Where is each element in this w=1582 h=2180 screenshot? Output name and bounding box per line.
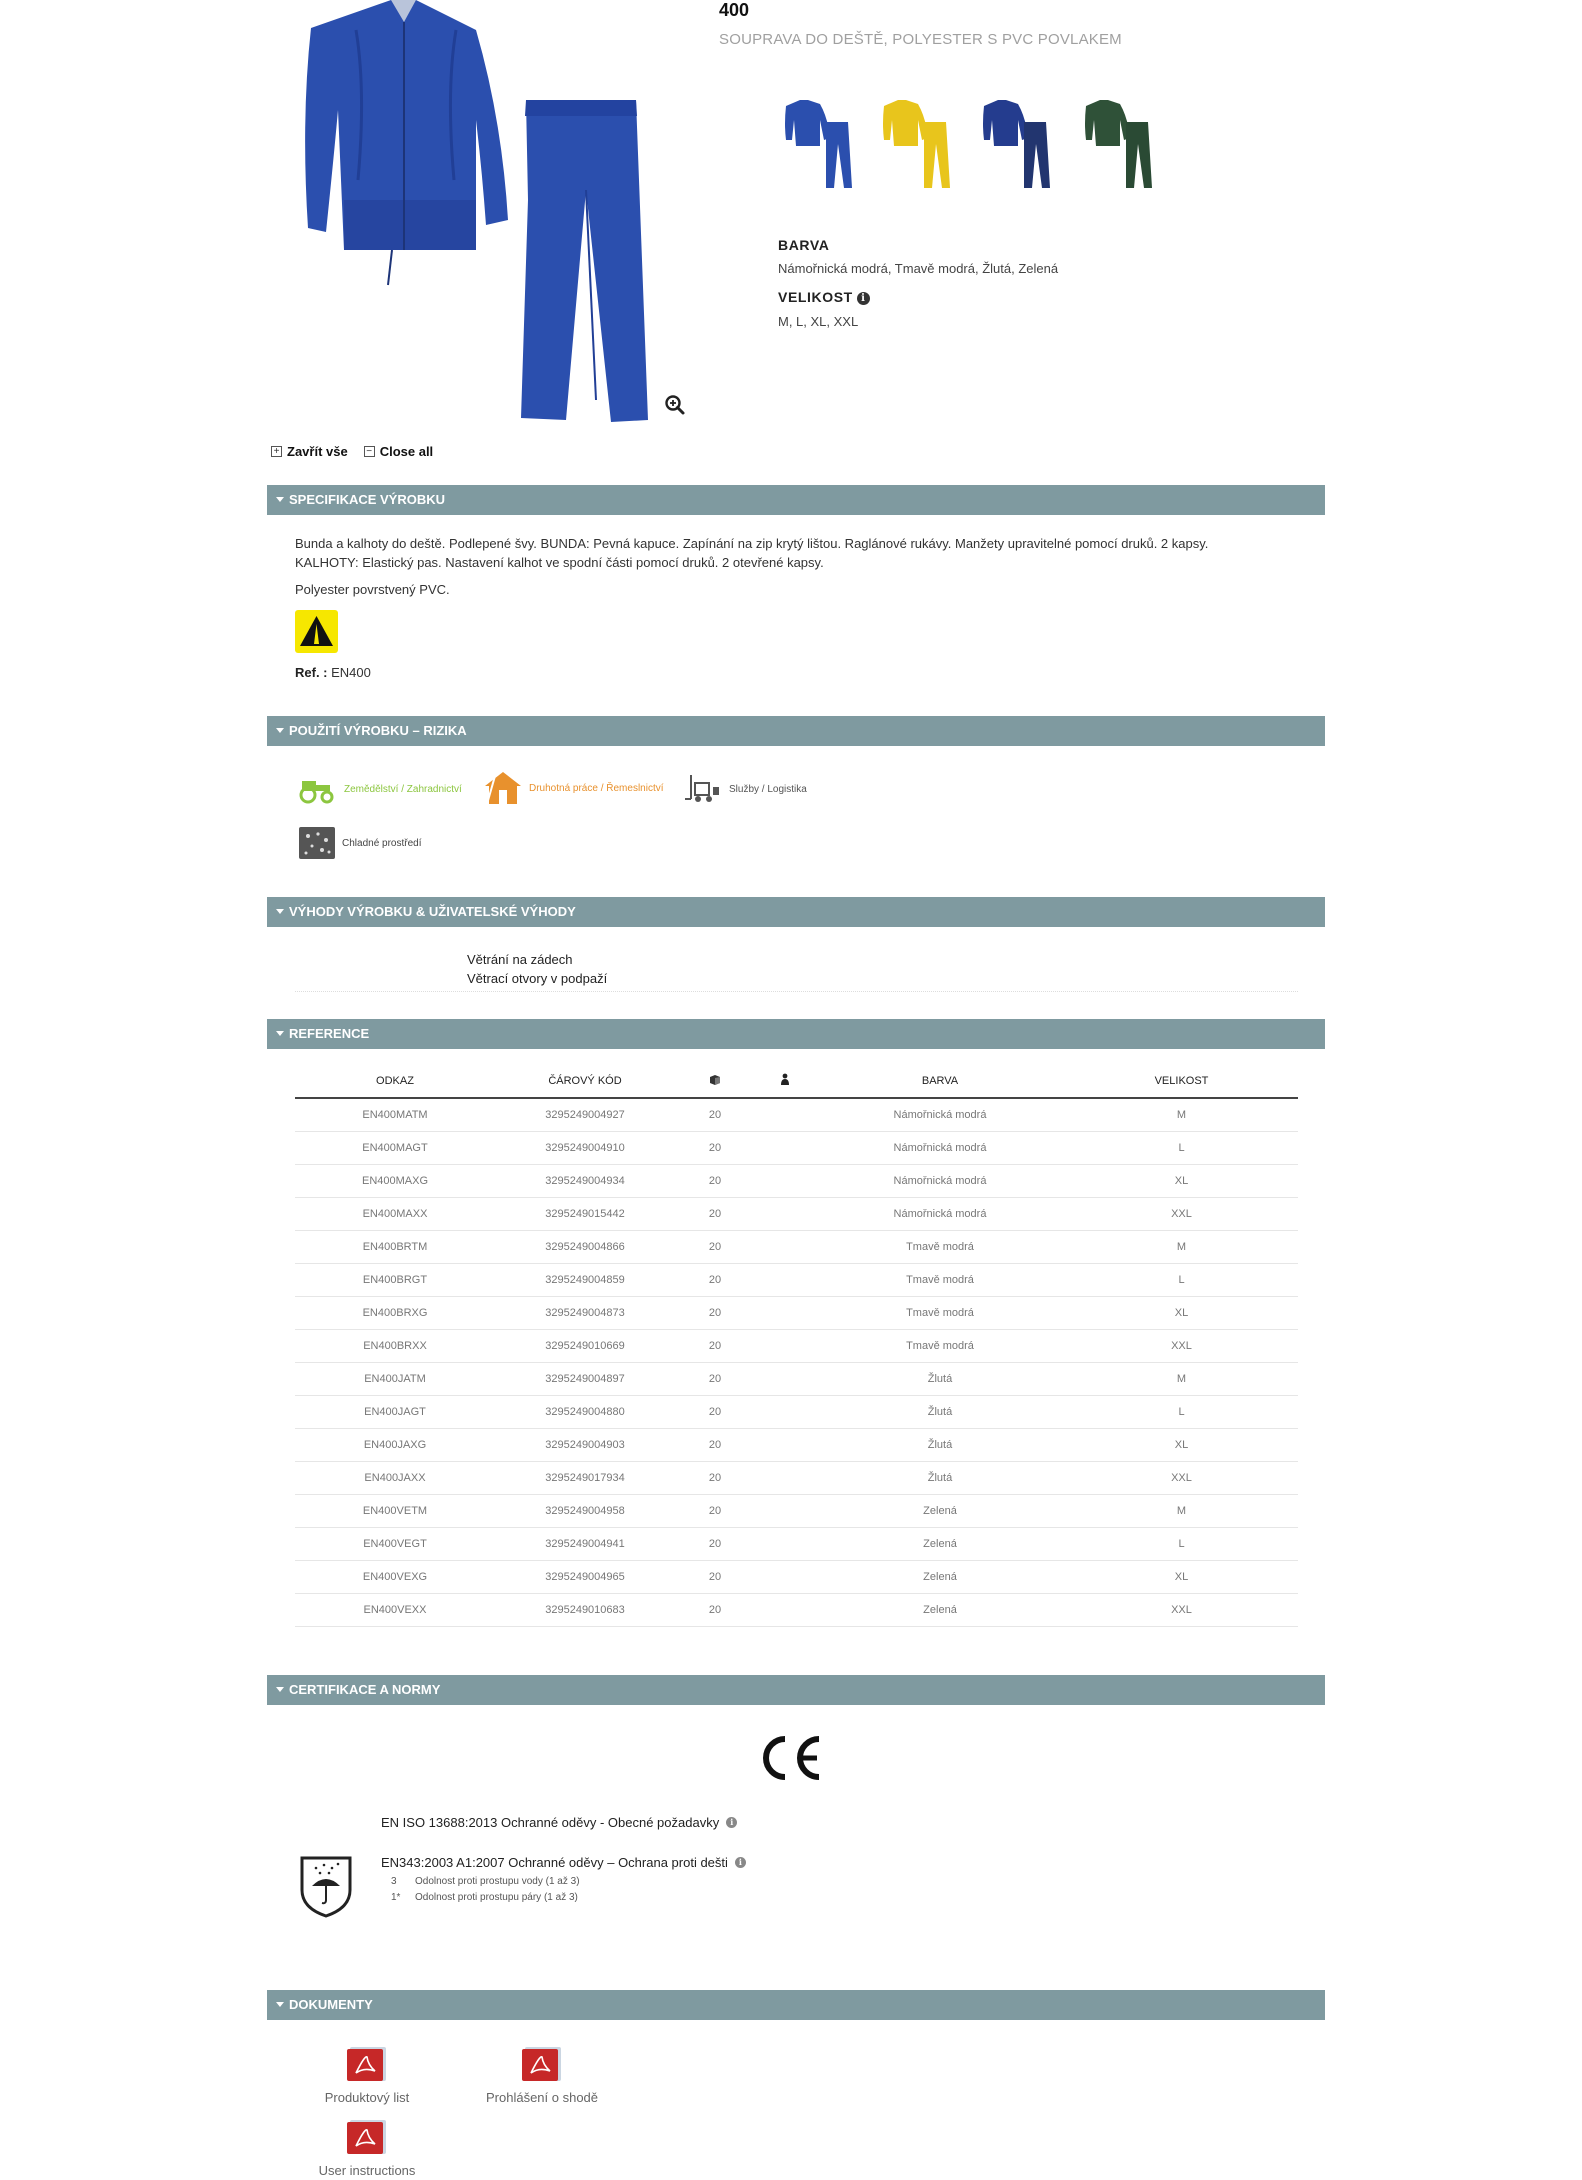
table-row[interactable] [295,1230,1298,1263]
thumbnail-navy[interactable] [782,94,868,194]
ce-mark-icon [757,1733,823,1783]
cell-ref: EN400VETM [295,1494,495,1527]
cell-person-qty [755,1362,815,1395]
cell-size: XL [1065,1428,1298,1461]
cell-ref: EN400MATM [295,1098,495,1131]
section-title: POUŽITÍ VÝROBKU – RIZIKA [289,723,467,738]
table-row[interactable] [295,1197,1298,1230]
cell-color: Tmavě modrá [815,1230,1065,1263]
usage-crafts[interactable] [483,770,664,806]
col-header-person-qty[interactable] [755,1064,815,1098]
cert-standard-iso13688 [381,1815,737,1830]
caret-down-icon [276,728,284,733]
cell-person-qty [755,1230,815,1263]
cell-person-qty [755,1593,815,1626]
cell-person-qty [755,1494,815,1527]
product-main-image[interactable] [296,0,686,430]
thumbnail-jacket [1085,100,1130,146]
cell-color: Námořnická modrá [815,1131,1065,1164]
usage-label: Služby / Logistika [729,783,807,795]
cell-color: Zelená [815,1494,1065,1527]
cell-color: Zelená [815,1560,1065,1593]
cell-box-qty: 20 [675,1560,755,1593]
section-title: REFERENCE [289,1026,370,1041]
cell-color: Žlutá [815,1461,1065,1494]
cold-environment-icon [298,826,336,860]
thumbnail-pants [1024,122,1050,188]
cell-person-qty [755,1296,815,1329]
cell-barcode: 3295249004941 [495,1527,675,1560]
section-header-reference[interactable] [267,1019,1325,1049]
table-row[interactable] [295,1131,1298,1164]
cell-barcode: 3295249017934 [495,1461,675,1494]
thumbnail-image [980,94,1066,194]
usage-agriculture[interactable] [298,773,462,805]
cell-box-qty: 20 [675,1362,755,1395]
cert-level-text: Odolnost proti prostupu páry (1 až 3) [415,1892,578,1903]
table-row[interactable] [295,1296,1298,1329]
cell-box-qty: 20 [675,1494,755,1527]
cell-person-qty [755,1197,815,1230]
advantage-item: Větrací otvory v podpaží [467,971,608,986]
info-icon[interactable]: i [857,292,870,305]
thumbnail-jacket [883,100,928,146]
cert-level-value: 3 [391,1876,397,1887]
cell-box-qty: 20 [675,1395,755,1428]
cell-person-qty [755,1329,815,1362]
cell-size: M [1065,1098,1298,1131]
plus-icon: + [271,446,282,457]
cell-color: Tmavě modrá [815,1296,1065,1329]
cell-box-qty: 20 [675,1593,755,1626]
rain-protection-icon [298,1854,354,1918]
col-header-barcode[interactable]: ČÁROVÝ KÓD [495,1064,675,1098]
cell-size: XL [1065,1560,1298,1593]
thumbnail-jacket [983,100,1028,146]
expand-all-label: Zavřít vše [287,444,348,459]
size-label-row [778,289,870,305]
table-row[interactable] [295,1098,1298,1131]
pdf-icon [346,2118,388,2156]
caret-down-icon [276,1031,284,1036]
cell-color: Námořnická modrá [815,1197,1065,1230]
advantage-item: Větrání na zádech [467,952,573,967]
expand-all-toggle[interactable] [271,444,348,459]
advantages-list [467,950,607,988]
cell-color: Žlutá [815,1395,1065,1428]
color-label: BARVA [778,237,830,253]
info-icon[interactable]: i [726,1817,737,1828]
cell-box-qty: 20 [675,1263,755,1296]
cell-color: Tmavě modrá [815,1329,1065,1362]
reference-table [295,1064,1298,1627]
cell-barcode: 3295249004965 [495,1560,675,1593]
cell-barcode: 3295249004910 [495,1131,675,1164]
cell-box-qty: 20 [675,1329,755,1362]
usage-label: Chladné prostředí [342,837,422,849]
document-user-instructions[interactable] [312,2118,422,2180]
cert-level-value: 1* [391,1892,401,1903]
section-header-documents[interactable] [267,1990,1325,2020]
caret-down-icon [276,2002,284,2007]
section-header-certification[interactable] [267,1675,1325,1705]
cell-size: XL [1065,1296,1298,1329]
cell-ref: EN400JAXG [295,1428,495,1461]
close-all-toggle[interactable] [364,444,433,459]
section-header-advantages[interactable] [267,897,1325,927]
document-label: Produktový list [324,2090,410,2105]
thumbnail-pants [826,122,852,188]
cell-ref: EN400BRXX [295,1329,495,1362]
section-header-usage[interactable] [267,716,1325,746]
cell-size: XL [1065,1164,1298,1197]
section-header-spec[interactable] [267,485,1325,515]
cell-person-qty [755,1098,815,1131]
thumbnail-yellow[interactable] [880,94,966,194]
cert-standard-text: EN ISO 13688:2013 Ochranné oděvy - Obecné požadavky [381,1815,720,1830]
cell-color: Žlutá [815,1428,1065,1461]
document-label: Prohlášení o shodě [485,2090,599,2105]
size-label: VELIKOST [778,289,853,305]
cell-box-qty: 20 [675,1197,755,1230]
section-title: CERTIFIKACE A NORMY [289,1682,441,1697]
cell-size: XXL [1065,1461,1298,1494]
cell-size: XXL [1065,1329,1298,1362]
pdf-icon [346,2045,388,2083]
cell-size: L [1065,1527,1298,1560]
cell-ref: EN400MAGT [295,1131,495,1164]
thumbnail-image [1082,94,1168,194]
usage-logistics[interactable] [683,773,807,805]
cell-barcode: 3295249004859 [495,1263,675,1296]
usage-label: Druhotná práce / Řemeslnictví [529,782,664,794]
caret-down-icon [276,1687,284,1692]
cert-level-text: Odolnost proti prostupu vody (1 až 3) [415,1876,580,1887]
usage-cold[interactable] [298,826,422,860]
cell-person-qty [755,1131,815,1164]
cell-barcode: 3295249010683 [495,1593,675,1626]
info-icon[interactable]: i [735,1857,746,1868]
cell-size: M [1065,1230,1298,1263]
caret-down-icon [276,497,284,502]
col-header-size[interactable]: VELIKOST [1065,1064,1298,1098]
cert-standard-text: EN343:2003 A1:2007 Ochranné oděvy – Ochrana proti dešti [381,1855,728,1870]
cell-box-qty: 20 [675,1164,755,1197]
cell-size: XXL [1065,1197,1298,1230]
cell-color: Zelená [815,1593,1065,1626]
col-header-box-qty[interactable] [675,1064,755,1098]
cell-box-qty: 20 [675,1527,755,1560]
cell-color: Námořnická modrá [815,1098,1065,1131]
table-row[interactable] [295,1428,1298,1461]
table-header-row [295,1064,1298,1098]
spec-material: Polyester povrstvený PVC. [295,582,450,597]
delta-plus-logo-icon [295,610,338,653]
cell-person-qty [755,1560,815,1593]
cell-color: Zelená [815,1527,1065,1560]
spec-description: Bunda a kalhoty do deště. Podlepené švy. BUNDA: Pevná kapuce. Zapínání na zip krytý lištou. Raglánové rukávy. Manžety upravitelné pomocí druků. 2 kapsy. KALHOTY: Elastický pas. Nastavení kalhot ve spodní části pomocí druků. 2 otevřené kapsy. [295,536,1209,570]
cell-ref: EN400JAXX [295,1461,495,1494]
tractor-icon [298,773,338,805]
table-row[interactable] [295,1164,1298,1197]
section-title: VÝHODY VÝROBKU & UŽIVATELSKÉ VÝHODY [289,904,576,919]
cell-ref: EN400VEXX [295,1593,495,1626]
cert-standard-en343 [381,1855,746,1870]
cell-ref: EN400MAXG [295,1164,495,1197]
col-header-color[interactable]: BARVA [815,1064,1065,1098]
cell-barcode: 3295249004934 [495,1164,675,1197]
cell-person-qty [755,1395,815,1428]
forklift-icon [683,773,723,805]
caret-down-icon [276,909,284,914]
zoom-icon[interactable] [663,393,687,417]
cell-ref: EN400VEXG [295,1560,495,1593]
document-declaration[interactable] [477,2045,607,2107]
product-subtitle: SOUPRAVA DO DEŠTĚ, POLYESTER S PVC POVLAKEM [719,31,1122,48]
cell-ref: EN400BRXG [295,1296,495,1329]
cell-size: L [1065,1263,1298,1296]
cell-person-qty [755,1263,815,1296]
cell-barcode: 3295249015442 [495,1197,675,1230]
usage-label: Zemědělství / Zahradnictví [344,783,462,795]
cell-barcode: 3295249004927 [495,1098,675,1131]
thumbnail-green[interactable] [1082,94,1168,194]
cell-barcode: 3295249010669 [495,1329,675,1362]
close-all-label: Close all [379,444,434,459]
toggle-row [271,444,441,459]
cell-size: L [1065,1131,1298,1164]
cell-barcode: 3295249004897 [495,1362,675,1395]
cell-ref: EN400JATM [295,1362,495,1395]
cell-ref: EN400VEGT [295,1527,495,1560]
section-title: SPECIFIKACE VÝROBKU [289,492,446,507]
section-title: DOKUMENTY [289,1997,373,2012]
table-row[interactable] [295,1560,1298,1593]
cell-person-qty [755,1461,815,1494]
cell-box-qty: 20 [675,1131,755,1164]
pdf-icon [521,2045,563,2083]
thumbnail-pants [1126,122,1152,188]
table-row[interactable] [295,1362,1298,1395]
table-row[interactable] [295,1329,1298,1362]
size-value: M, L, XL, XXL [778,314,859,329]
cell-barcode: 3295249004880 [495,1395,675,1428]
thumbnail-image [782,94,868,194]
cell-size: M [1065,1362,1298,1395]
divider [295,991,1298,992]
cell-color: Žlutá [815,1362,1065,1395]
cell-box-qty: 20 [675,1098,755,1131]
thumbnail-image [880,94,966,194]
ref-label: Ref. : [295,665,328,680]
cell-box-qty: 20 [675,1230,755,1263]
cell-barcode: 3295249004866 [495,1230,675,1263]
cell-ref: EN400BRTM [295,1230,495,1263]
thumbnail-jacket [785,100,830,146]
cell-color: Námořnická modrá [815,1164,1065,1197]
color-value: Námořnická modrá, Tmavě modrá, Žlutá, Zelená [778,261,1059,276]
cell-person-qty [755,1164,815,1197]
reference-table-body [295,1098,1298,1626]
cell-box-qty: 20 [675,1428,755,1461]
thumbnail-dark-blue[interactable] [980,94,1066,194]
table-row[interactable] [295,1395,1298,1428]
cell-barcode: 3295249004873 [495,1296,675,1329]
ref-value: EN400 [331,665,371,680]
cell-size: M [1065,1494,1298,1527]
cell-size: XXL [1065,1593,1298,1626]
table-row[interactable] [295,1263,1298,1296]
table-row[interactable] [295,1494,1298,1527]
product-number: 400 [719,0,750,20]
cell-person-qty [755,1428,815,1461]
cell-box-qty: 20 [675,1296,755,1329]
document-product-sheet[interactable] [317,2045,417,2107]
cell-barcode: 3295249004958 [495,1494,675,1527]
cell-box-qty: 20 [675,1461,755,1494]
house-ladder-icon [483,770,523,806]
thumbnail-pants [924,122,950,188]
minus-icon: − [364,446,375,457]
document-label: User instructions [318,2163,416,2178]
cell-barcode: 3295249004903 [495,1428,675,1461]
table-row[interactable] [295,1527,1298,1560]
table-row[interactable] [295,1461,1298,1494]
cell-ref: EN400BRGT [295,1263,495,1296]
person-icon [780,1073,790,1085]
table-row[interactable] [295,1593,1298,1626]
cell-person-qty [755,1527,815,1560]
cell-ref: EN400MAXX [295,1197,495,1230]
cell-color: Tmavě modrá [815,1263,1065,1296]
cell-size: L [1065,1395,1298,1428]
spec-ref [295,665,371,680]
col-header-ref[interactable]: ODKAZ [295,1064,495,1098]
box-icon [709,1074,721,1085]
cell-ref: EN400JAGT [295,1395,495,1428]
